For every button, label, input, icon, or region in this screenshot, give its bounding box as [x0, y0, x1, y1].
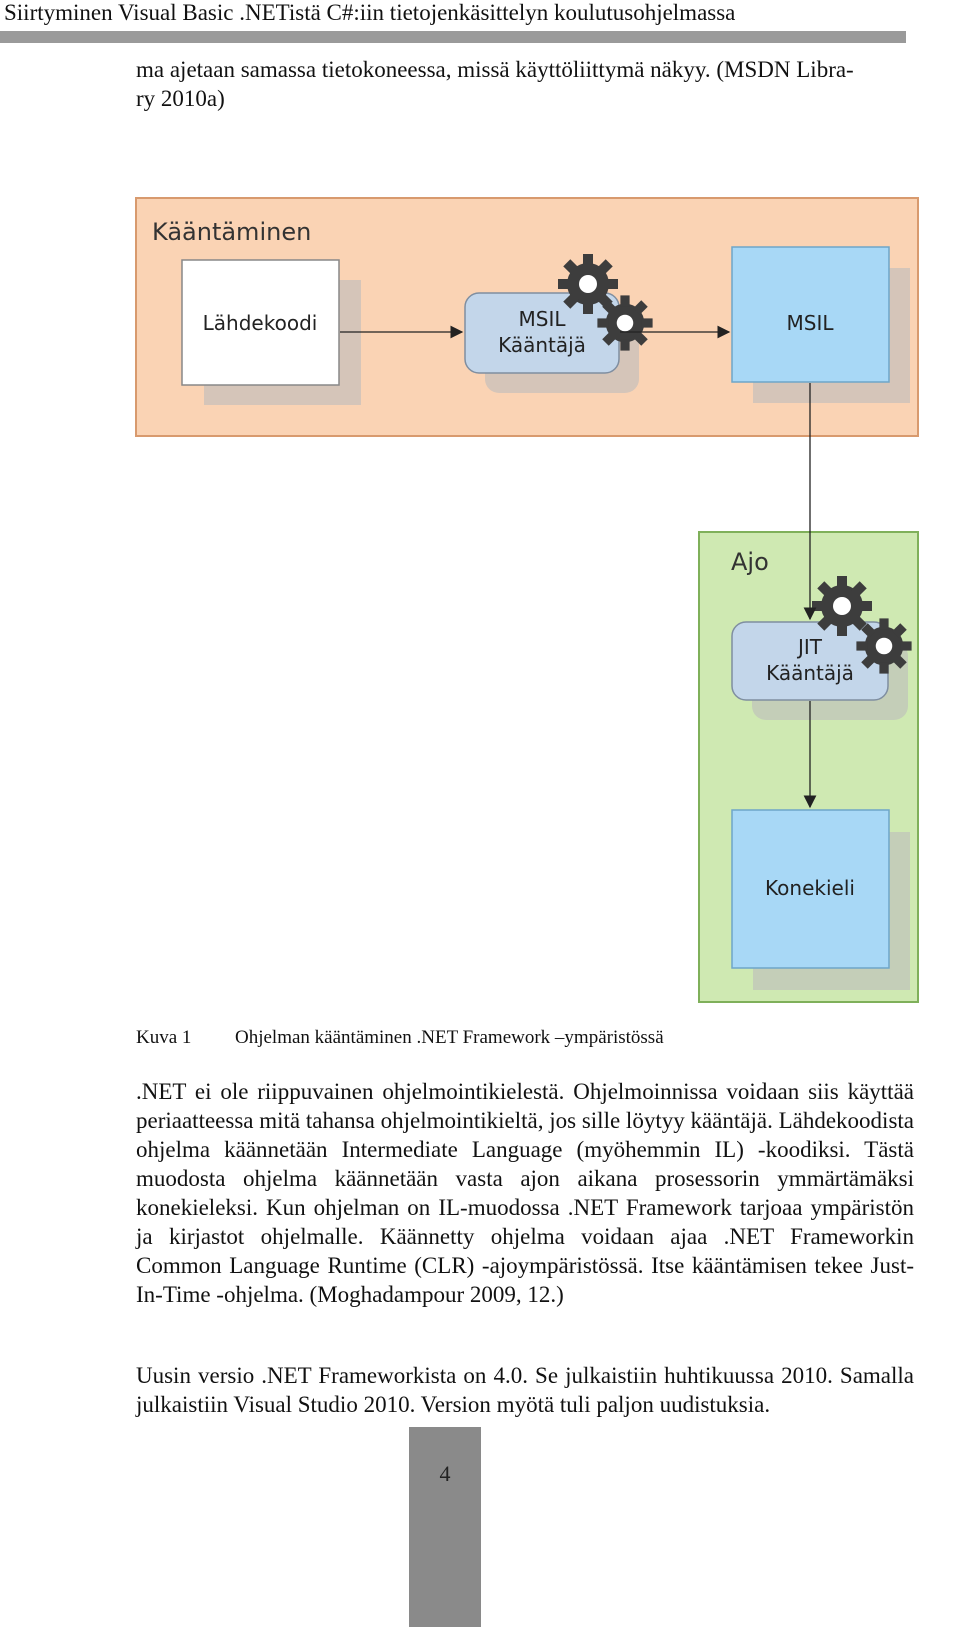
msil-compiler-label-2: Kääntäjä — [498, 333, 586, 357]
source-code-label: Lähdekoodi — [202, 311, 318, 335]
running-header: Siirtyminen Visual Basic .NETistä C#:iin tietojenkäsittelyn koulutusohjelmassa — [4, 0, 736, 25]
page-number-box — [409, 1427, 481, 1627]
body-paragraph-1: .NET ei ole riippuvainen ohjelmointikielestä. Ohjelmoinnissa voidaan siis käyttää periaatteessa mitä tahansa ohjelmointikieltä, jos sille löytyy kääntäjä. Lähdekoodista ohjelma käännetään Intermediate Language (myöhemmin IL) -koodiksi. Tästä muodosta ohjelma käännetään vasta ajon aikana prosessorin ymmärtämäksi konekieleksi. Kun ohjelman on IL-muodossa .NET Framework tarjoaa ympäristön ja kirjastot ohjelmalle. Käännetty ohjelma voidaan ajaa .NET Frameworkin Common Language Runtime (CLR) -ajoympäristössä. Itse kääntämisen tekee Just-In-Time -ohjelma. (Moghadampour 2009, 12.) — [136, 1079, 914, 1307]
body-paragraph-2: Uusin versio .NET Frameworkista on 4.0. Se julkaistiin huhtikuussa 2010. Samalla julkaistiin Visual Studio 2010. Version myötä tuli paljon uudistuksia. — [136, 1363, 914, 1417]
gear-icon — [812, 576, 872, 636]
jit-compiler-label-1: JIT — [797, 635, 823, 659]
jit-compiler-label-2: Kääntäjä — [766, 661, 854, 685]
figure-caption — [136, 1027, 664, 1049]
msil-box-label: MSIL — [786, 311, 834, 335]
compile-group-label: Kääntäminen — [152, 218, 312, 246]
figure-caption-text: Ohjelman kääntäminen .NET Framework –ympäristössä — [235, 1027, 664, 1048]
intro-line-2: ry 2010a) — [136, 86, 225, 111]
machine-code-label: Konekieli — [765, 876, 855, 900]
gear-icon — [856, 618, 911, 673]
msil-compiler-label-1: MSIL — [518, 307, 566, 331]
dotnet-compilation-diagram — [128, 192, 928, 1012]
run-group-label: Ajo — [731, 548, 769, 576]
header-rule — [0, 31, 906, 43]
gear-icon — [597, 295, 652, 350]
figure-number: Kuva 1 — [136, 1027, 192, 1048]
intro-line-1: ma ajetaan samassa tietokoneessa, missä käyttöliittymä näkyy. (MSDN Libra- — [136, 57, 854, 82]
page-number: 4 — [439, 1461, 451, 1486]
